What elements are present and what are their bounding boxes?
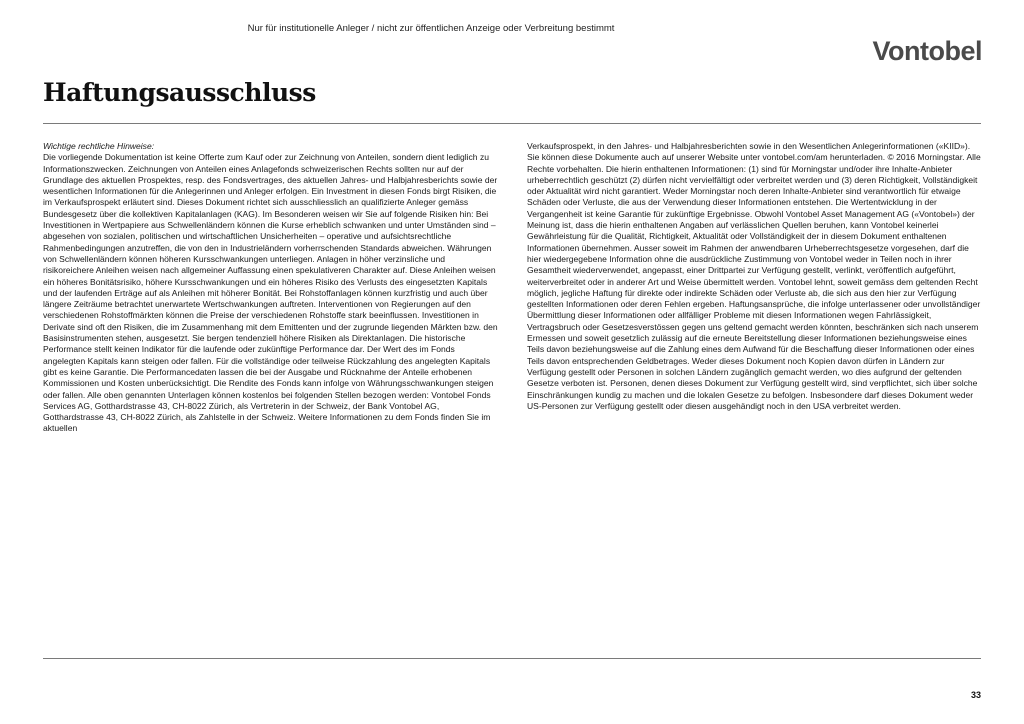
disclaimer-column-left <box>43 141 498 435</box>
bottom-divider <box>43 658 981 659</box>
top-divider <box>43 123 981 124</box>
disclaimer-lead: Wichtige rechtliche Hinweise: <box>43 141 155 151</box>
page-title: Haftungsausschluss <box>43 78 316 107</box>
disclaimer-text-left: Die vorliegende Dokumentation ist keine Offerte zum Kauf oder zur Zeichnung von Anteilen, sondern dient lediglich zu Informationszwecken. Zeichnungen von Anteilen eines Anlagefonds schweizerischen Rechts sollten nur auf der Grundlage des aktuellen Prospektes, resp. des Fondsvertrages, des aktuellen Jahres- und Halbjahresberichts sowie der wesentlichen Informationen für die Anlegerinnen und Anleger erfolgen. Ein Investment in diesen Fonds birgt Risiken, die im Verkaufsprospekt erläutert sind. Dieses Dokument richtet sich ausschliesslich an qualifizierte Anleger gemäss Bundesgesetz über die kollektiven Kapitalanlagen (KAG). Im Besonderen weisen wir Sie auf folgende Risiken hin: Bei Investitionen in Wertpapiere aus Schwellenländern können die Kurse erheblich schwanken und unter Umständen sind – abgesehen von sozialen, politischen und wirtschaftlichen Unsicherheiten – operative und aufsichtsrechtliche Rahmenbedingungen anzutreffen, die von den in Industrieländern vorherrschenden Standards abweichen. Währungen von Schwellenländern können höheren Kursschwankungen unterliegen. Anlagen in höher verzinsliche und risikoreichere Anleihen weisen nach allgemeiner Auffassung einen spekulativeren Charakter auf. Diese Anleihen weisen ein höheres Bonitätsrisiko, höhere Kursschwankungen und ein höheres Risiko des Verlusts des eingesetzten Kapitals und der laufenden Erträge auf als Anleihen mit höherer Bonität. Bei Rohstoffanlagen können kurzfristig und auch über längere Zeiträume betrachtet unerwartete Wertschwankungen auftreten. Interventionen von Regierungen auf den verschiedenen Rohstoffmärkten können die Preise der verschiedenen Rohstoffe stark beeinflussen. Investitionen in Derivate sind oft den Risiken, die im Zusammenhang mit dem Emittenten und der zugrunde liegenden Märkten bzw. den Basisinstrumenten stehen, ausgesetzt. Sie bergen tendenziell höhere Risiken als Direktanlagen. Die historische Performance stellt keinen Indikator für die laufende oder zukünftige Performance dar. Der Wert des im Fonds angelegten Kapitals kann steigen oder fallen. Für die vollständige oder teilweise Rückzahlung des angelegten Kapitals gibt es keine Garantie. Die Performancedaten lassen die bei der Ausgabe und Rücknahme der Anteile erhobenen Kommissionen und Kosten unberücksichtigt. Die Rendite des Fonds kann infolge von Währungsschwankungen steigen oder fallen. Alle oben genannten Unterlagen können kostenlos bei folgenden Stellen bezogen werden: Vontobel Fonds Services AG, Gotthardstrasse 43, CH-8022 Zürich, als Vertreterin in der Schweiz, der Bank Vontobel AG, Gotthardstrasse 43, CH-8022 Zürich, als Zahlstelle in der Schweiz. Weitere Informationen zu dem Fonds finden Sie im aktuellen <box>43 152 498 434</box>
brand-logo: Vontobel <box>872 36 982 66</box>
disclaimer-column-right <box>527 141 982 412</box>
page-number: 33 <box>970 690 981 700</box>
distribution-notice: Nur für institutionelle Anleger / nicht zur öffentlichen Anzeige oder Verbreitung bestimmt <box>247 23 615 34</box>
disclaimer-text-right: Verkaufsprospekt, in den Jahres- und Halbjahresberichten sowie in den Wesentlichen Anlegerinformationen («KIID»). Sie können diese Dokumente auch auf unserer Website unter vontobel.com/am herunterladen. © 2016 Morningstar. Alle Rechte vorbehalten. Die hierin enthaltenen Informationen: (1) sind für Morningstar und/oder ihre Inhalte-Anbieter urheberrechtlich geschützt (2) dürfen nicht vervielfältigt oder verbreitet werden und (3) deren Richtigkeit, Vollständigkeit oder Aktualität wird nicht garantiert. Weder Morningstar noch deren Inhalte-Anbieter sind verantwortlich für etwaige Schäden oder Verluste, die aus der Verwendung dieser Informationen entstehen. Die Wertentwicklung in der Vergangenheit ist keine Garantie für zukünftige Ergebnisse. Obwohl Vontobel Asset Management AG («Vontobel») der Meinung ist, dass die hierin enthaltenen Angaben auf verlässlichen Quellen beruhen, kann Vontobel keinerlei Gewährleistung für die Qualität, Richtigkeit, Aktualität oder Vollständigkeit der in diesem Dokument enthaltenen Informationen übernehmen. Ausser soweit im Rahmen der anwendbaren Urheberrechtsgesetze vorgesehen, darf die hier wiedergegebene Information ohne die ausdrückliche Zustimmung von Vontobel weder in Teilen noch in ihrer Gesamtheit wiederverwendet, angepasst, einer Drittpartei zur Verfügung gestellt, verlinkt, veröffentlich aufgeführt, weiterverbreitet oder in anderer Art und Weise übermittelt werden. Vontobel lehnt, soweit gemäss dem geltenden Recht möglich, jegliche Haftung für direkte oder indirekte Schäden oder Verluste ab, die sich aus den hier zur Verfügung gestellten Informationen oder deren Fehlen ergeben. Haftungsansprüche, die infolge unterlassener oder unvollständiger Übermittlung dieser Informationen oder allfälliger Probleme mit diesen Informationen wegen Fahrlässigkeit, Vertragsbruch oder Gesetzesverstössen gegen uns geltend gemacht werden könnten, beschränken sich nach unserem Ermessen und soweit gesetzlich zulässig auf die erneute Bereitstellung dieser Informationen beziehungsweise eines Teils davon beziehungsweise auf die Zahlung eines dem Aufwand für die Beschaffung dieser Informationen oder eines Teils davon entsprechenden Geldbetrages. Weder dieses Dokument noch Kopien davon dürfen in Ländern zur Verfügung gestellt oder Personen in solchen Ländern zugänglich gemacht werden, wo dies aufgrund der geltenden Gesetze verboten ist. Personen, denen dieses Dokument zur Verfügung gestellt wird, sind verpflichtet, sich über solche Einschränkungen kundig zu machen und die lokalen Gesetze zu befolgen. Insbesondere darf dieses Dokument weder US-Personen zur Verfügung gestellt oder diesen ausgehändigt noch in den USA verbreitet werden. <box>527 141 981 411</box>
